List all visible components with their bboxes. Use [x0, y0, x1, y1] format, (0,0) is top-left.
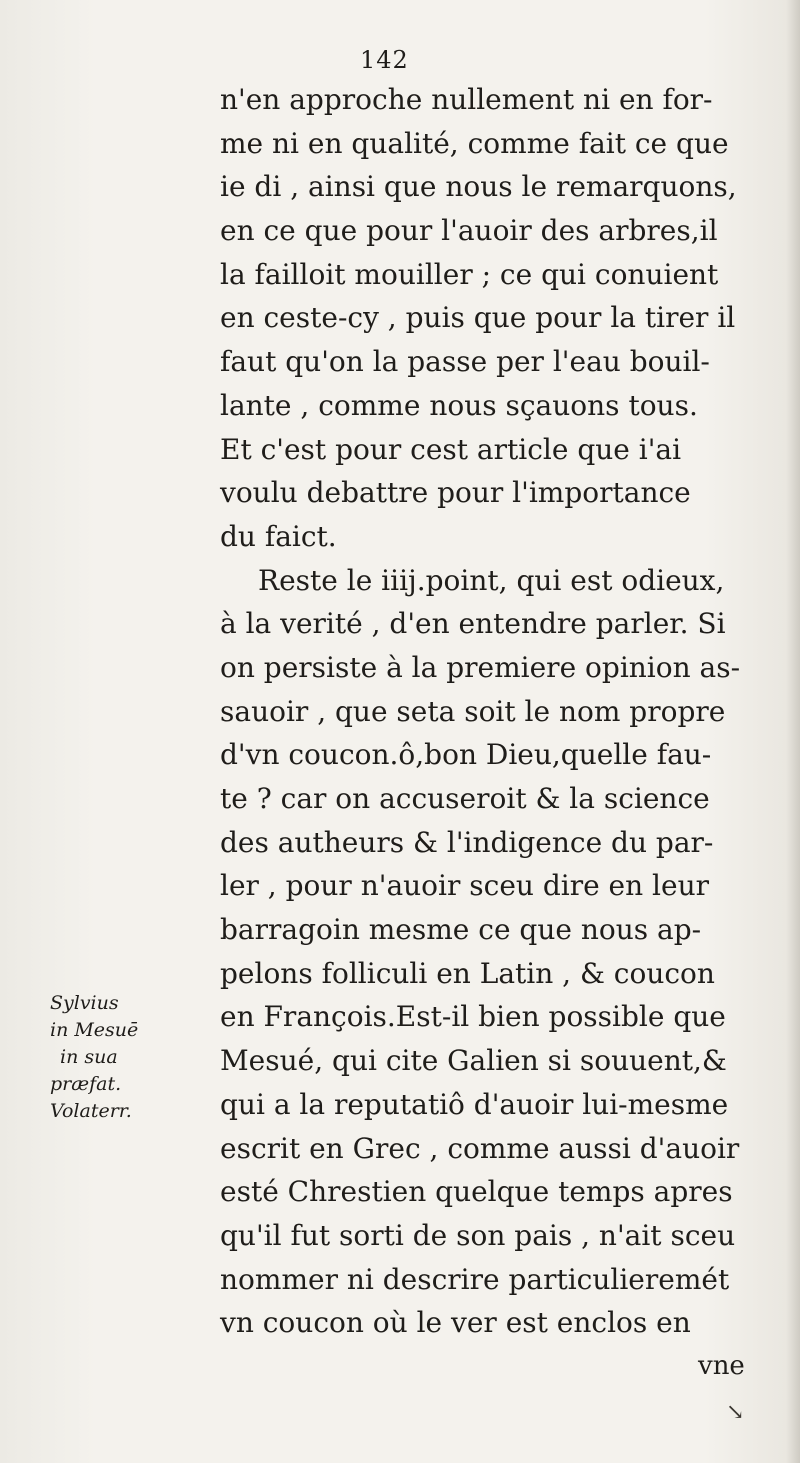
text-line: faut qu'on la passe per l'eau bouil- — [220, 345, 710, 379]
text-line: n'en approche nullement ni en for- — [220, 83, 713, 116]
text-line: Reste le iiij.point, qui est odieux, — [258, 563, 725, 597]
text-line: nommer ni descrire particulieremét — [220, 1262, 730, 1296]
text-line: d'vn coucon.ô,bon Dieu,quelle fau- — [220, 738, 712, 772]
text-line: en ceste-cy , puis que pour la tirer il — [220, 301, 736, 335]
text-line: on persiste à la premiere opinion as- — [220, 650, 741, 684]
margin-note-line: Sylvius — [50, 992, 119, 1014]
text-line: esté Chrestien quelque temps apres — [220, 1175, 733, 1209]
margin-note-line: Volaterr. — [50, 1100, 132, 1122]
text-line: sauoir , que seta soit le nom propre — [220, 694, 726, 728]
text-line: en ce que pour l'auoir des arbres,il — [220, 214, 718, 248]
margin-note-line: præfat. — [50, 1073, 122, 1095]
text-line: ie di , ainsi que nous le remarquons, — [220, 170, 737, 204]
text-line: du faict. — [220, 519, 337, 553]
text-line: à la verité , d'en entendre parler. Si — [220, 607, 726, 641]
text-line: des autheurs & l'indigence du par- — [220, 825, 714, 859]
text-line: la failloit mouiller ; ce qui conuient — [220, 257, 719, 291]
text-line: qui a la reputatiô d'auoir lui-mesme — [220, 1087, 729, 1121]
margin-note-line: in Mesuē — [50, 1019, 139, 1041]
body-text — [220, 78, 790, 1345]
text-line: Mesué, qui cite Galien si souuent,& — [220, 1044, 727, 1078]
text-line: lante , comme nous sçauons tous. — [220, 388, 698, 422]
margin-note — [50, 990, 215, 1125]
text-line: te ? car on accuseroit & la science — [220, 782, 710, 815]
margin-note-line: in sua — [60, 1046, 118, 1068]
text-line: voulu debattre pour l'importance — [220, 476, 691, 510]
text-line: en François.Est-il bien possible que — [220, 1000, 726, 1034]
catchword: vne — [698, 1351, 745, 1381]
text-line: Et c'est pour cest article que i'ai — [220, 432, 682, 466]
text-line: qu'il fut sorti de son pais , n'ait sceu — [220, 1218, 736, 1252]
page-number: 142 — [360, 46, 409, 74]
text-line: escrit en Grec , comme aussi d'auoir — [220, 1131, 740, 1165]
text-line: me ni en qualité, comme fait ce que — [220, 126, 729, 160]
text-line: pelons folliculi en Latin , & coucon — [220, 956, 715, 990]
text-line: ler , pour n'auoir sceu dire en leur — [220, 869, 710, 903]
text-line: vn coucon où le ver est enclos en — [220, 1306, 691, 1340]
text-line: barragoin mesme ce que nous ap- — [220, 913, 702, 947]
printer-mark: ↘ — [726, 1400, 745, 1425]
